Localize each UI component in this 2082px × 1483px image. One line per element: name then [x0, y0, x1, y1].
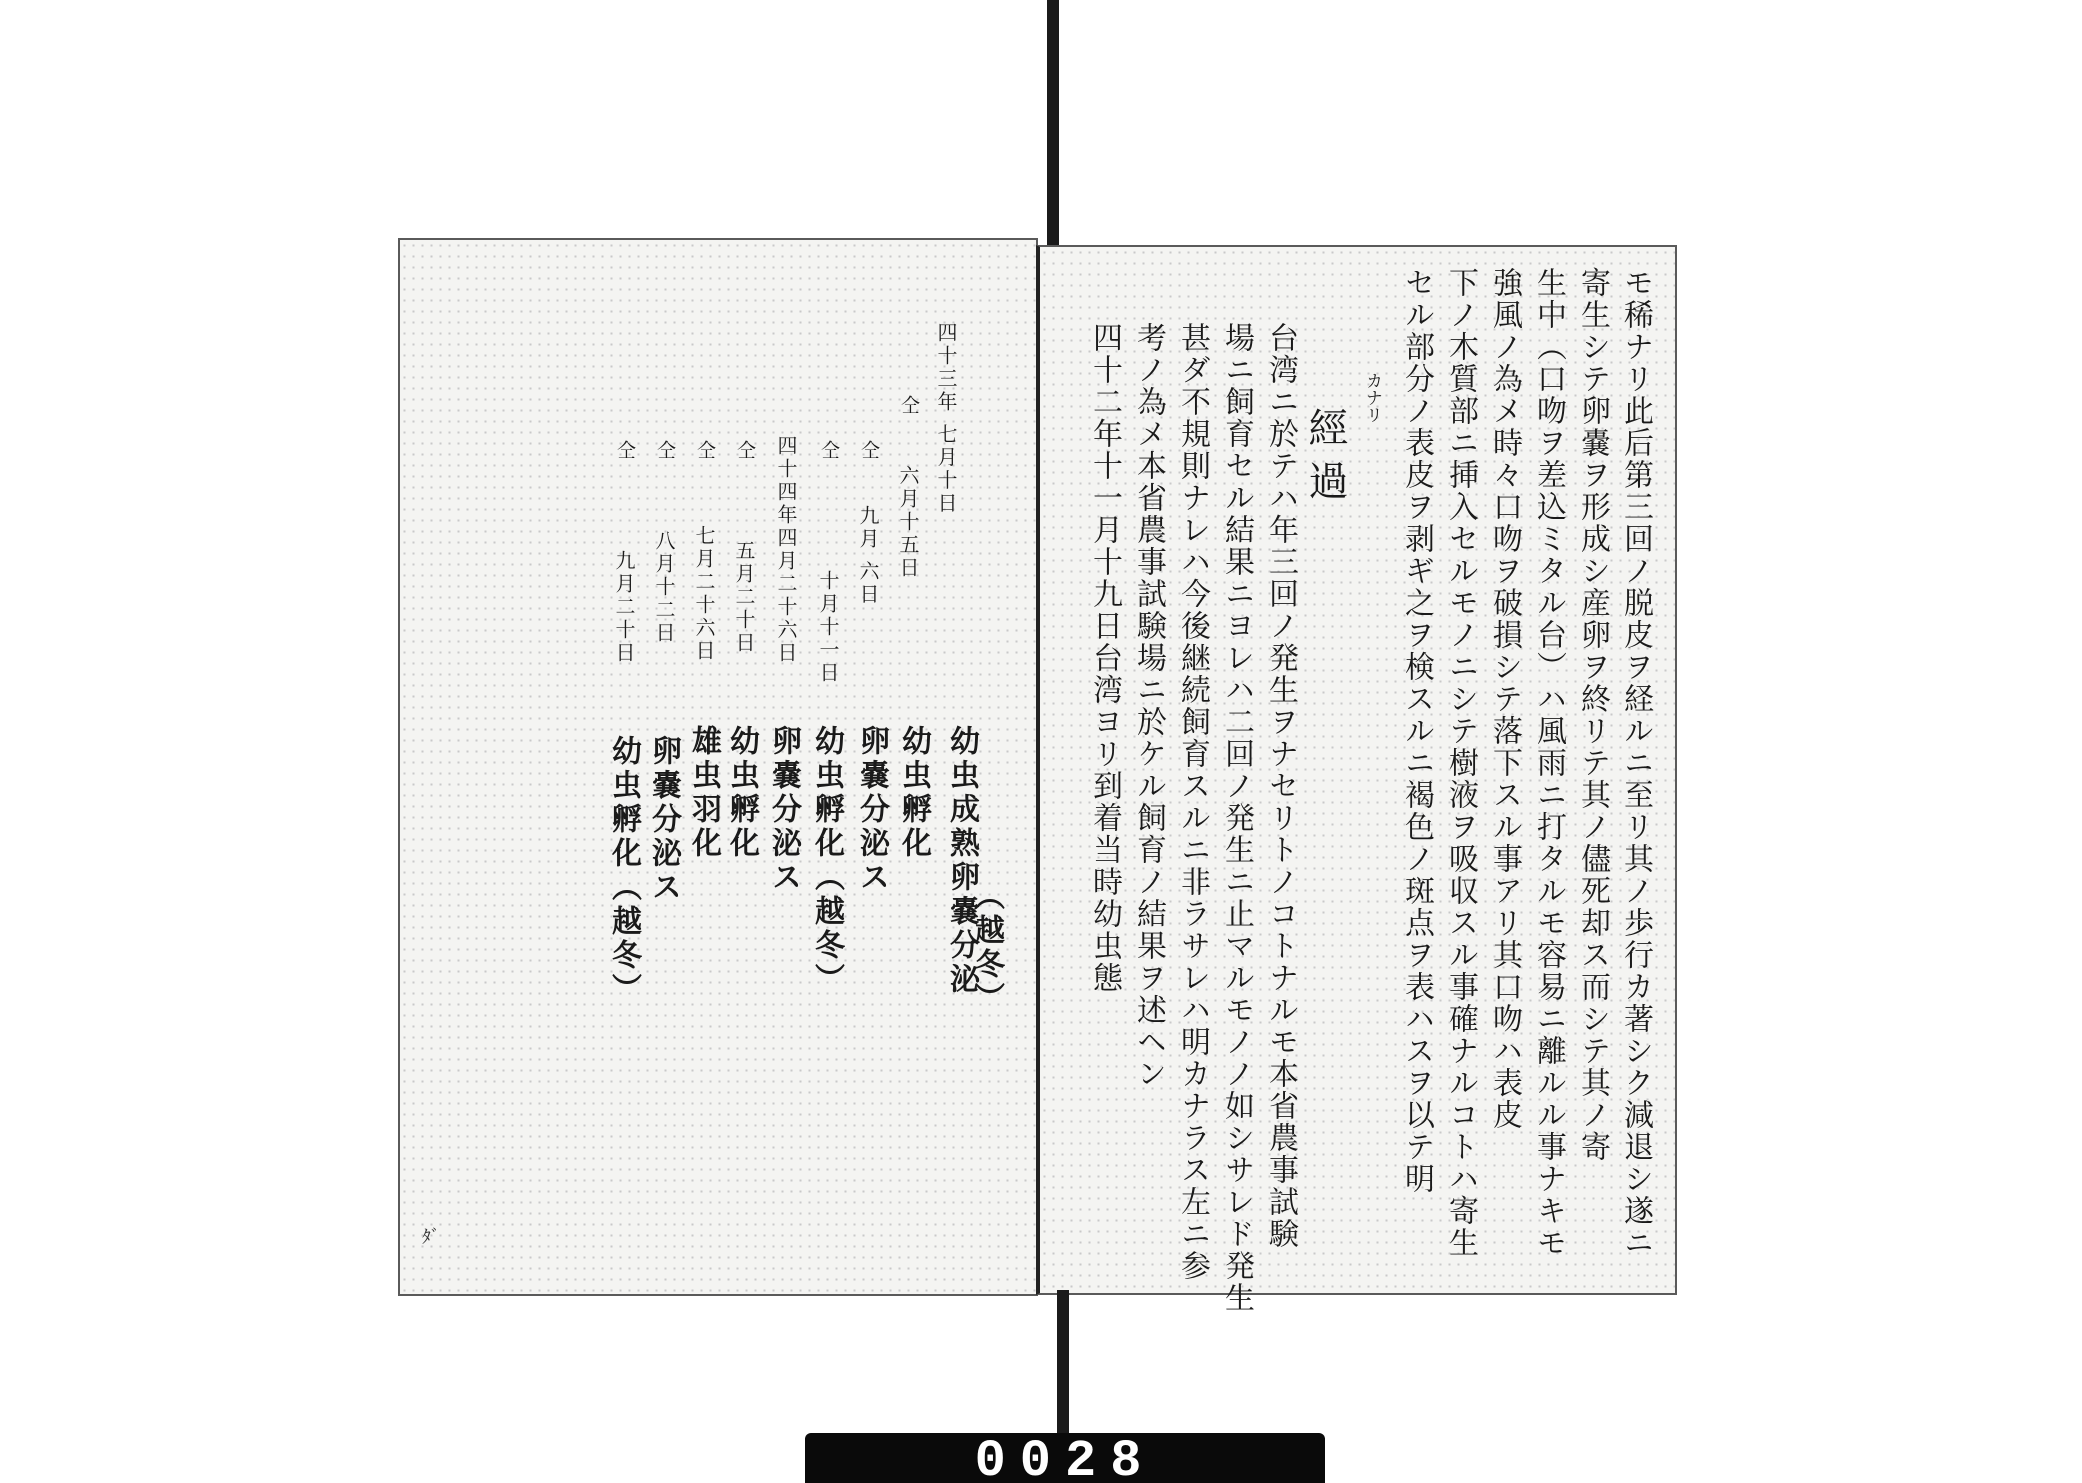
frame-number-label: 0028: [805, 1433, 1325, 1483]
entry-date: 九月 六日: [856, 505, 880, 607]
overwinter-note: （越冬）: [969, 880, 1004, 1016]
entry-date: 七月二十六日: [692, 525, 716, 663]
text-column: 寄生シテ卵嚢ヲ形成シ産卵ヲ終リテ其ノ儘死却ス而シテ其ノ寄: [1575, 267, 1610, 1163]
text-column: 甚ダ不規則ナレハ今後継続飼育スルニ非ラサレハ明カナラス左ニ参: [1175, 322, 1210, 1282]
text-column: モ稀ナリ此后第三回ノ脱皮ヲ経ルニ至リ其ノ歩行カ著シク減退シ遂ニ: [1618, 267, 1653, 1259]
entry-date: 四十四年四月二十六日: [774, 435, 798, 665]
ditto-mark: 仝: [654, 440, 676, 459]
text-column: 四十二年十一月十九日台湾ヨリ到着当時幼虫態: [1087, 322, 1122, 994]
left-page: [398, 238, 1038, 1296]
text-column: 考ノ為メ本省農事試験場ニ於ケル飼育ノ結果ヲ述ヘン: [1131, 322, 1166, 1090]
ditto-mark: 仝: [734, 440, 756, 459]
entry-event: 卵嚢分泌ス: [766, 725, 801, 895]
text-column: 場ニ飼育セル結果ニヨレハ二回ノ発生ニ止マルモノノ如シサレド発生: [1219, 322, 1254, 1314]
entry-event: 卵嚢分泌ス: [646, 735, 681, 905]
entry-event: 幼虫孵化: [724, 725, 759, 861]
ditto-mark: 仝: [818, 440, 840, 459]
section-heading: 經 過: [1302, 407, 1348, 500]
text-column: 台湾ニ於テハ年三回ノ発生ヲナセリトノコトナルモ本省農事試験: [1263, 322, 1298, 1250]
text-column: 生中（口吻ヲ差込ミタル台）ハ風雨ニ打タルモ容易ニ離ルル事ナキモ: [1531, 267, 1566, 1259]
entry-date: 五月二十日: [732, 540, 756, 655]
entry-event: 幼虫孵化（越冬）: [606, 735, 641, 1007]
entry-event: 幼虫孵化（越冬）: [809, 725, 844, 997]
entry-date: 六月十五日: [896, 465, 920, 580]
ditto-mark: 仝: [898, 395, 920, 414]
text-column: セル部分ノ表皮ヲ剥ギ之ヲ検スルニ褐色ノ斑点ヲ表ハスヲ以テ明: [1399, 267, 1434, 1195]
ditto-mark: 仝: [614, 440, 636, 459]
right-page: [1036, 245, 1677, 1314]
entry-event: 幼虫成熟卵嚢分泌: [944, 725, 979, 997]
book-spine-bottom: [1057, 1290, 1069, 1440]
text-column: 強風ノ為メ時々口吻ヲ破損シテ落下スル事アリ其口吻ハ表皮: [1487, 267, 1522, 1131]
entry-date: 十月十一日: [816, 570, 840, 685]
entry-date: 八月十二日: [652, 530, 676, 645]
ditto-mark: 仝: [858, 440, 880, 459]
ditto-mark: 仝: [694, 440, 716, 459]
page-mark: ﾀﾞ: [422, 1227, 440, 1248]
entry-event: 幼虫孵化: [896, 725, 931, 861]
entry-date: 九月二十日: [612, 550, 636, 665]
book-spine-top: [1047, 0, 1059, 250]
text-column: カナリ: [1362, 372, 1382, 423]
entry-event: 卵嚢分泌ス: [854, 725, 889, 895]
text-column: 下ノ木質部ニ挿入セルモノニシテ樹液ヲ吸収スル事確ナルコトハ寄生: [1443, 267, 1478, 1259]
entry-date: 四十三年 七月十日: [934, 322, 958, 516]
entry-event: 雄虫羽化: [686, 725, 721, 861]
